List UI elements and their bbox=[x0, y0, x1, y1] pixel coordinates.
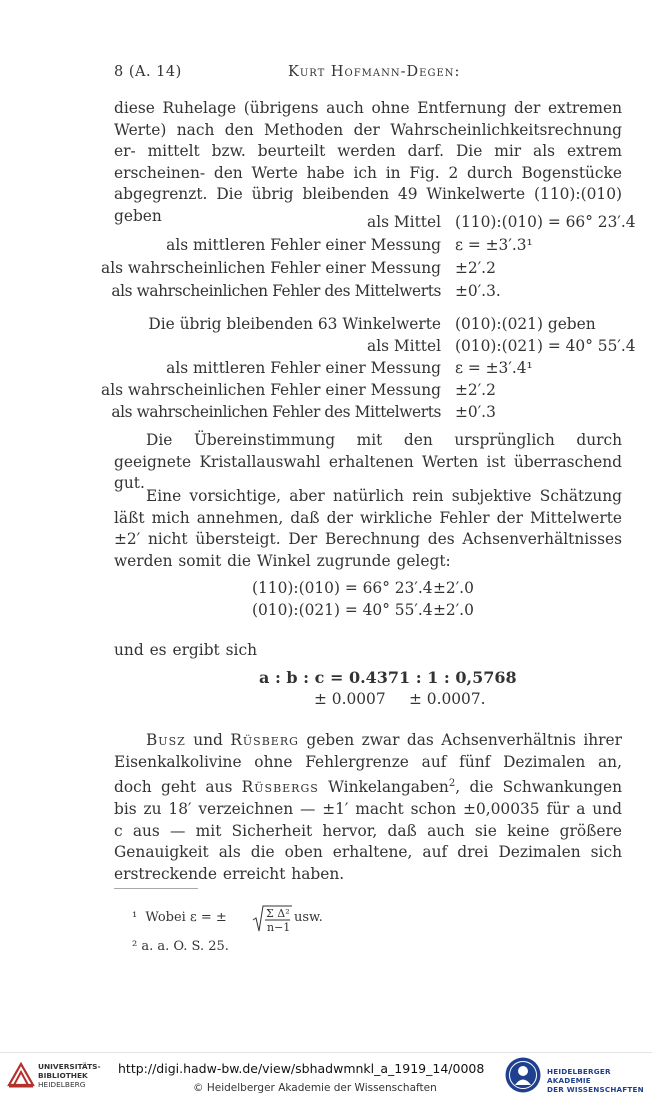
footnote-marker: ¹ bbox=[132, 910, 138, 925]
running-header bbox=[114, 64, 532, 84]
text-run: , die Schwankungen bis zu 18′ verzeichnen — ±1′ macht schon ±0,00035 für a und c aus — mit Sicherheit hervor, daß auch sie keine größere Genauigkeit als die oben erhaltene, auf drei Dezimalen sich erstreckende erreicht haben. bbox=[114, 778, 623, 883]
running-title: Kurt Hofmann-Degen: bbox=[288, 64, 461, 80]
result-value: ±2′.2 bbox=[455, 259, 496, 277]
author-busz: Busz bbox=[146, 731, 186, 749]
result-label: als wahrscheinlichen Fehler des Mittelwerts bbox=[111, 282, 441, 300]
copyright: © Heidelberger Akademie der Wissenschaften bbox=[193, 1082, 437, 1094]
result-label: als wahrscheinlichen Fehler einer Messung bbox=[101, 381, 441, 399]
result-label: als mittleren Fehler einer Messung bbox=[166, 236, 441, 254]
axial-error-c: ± 0.0007. bbox=[409, 690, 486, 708]
author-rusberg: Rüsberg bbox=[230, 731, 299, 749]
angle-value: (010):(021) = 40° 55′.4 bbox=[252, 601, 433, 619]
result-value: ε = ±3′.3¹ bbox=[455, 236, 533, 254]
result-row bbox=[0, 259, 652, 281]
angle-error: ±2′.0 bbox=[433, 601, 474, 619]
academy-seal-icon bbox=[504, 1056, 542, 1094]
result-value: ±0′.3 bbox=[455, 403, 496, 421]
angle-row bbox=[0, 601, 652, 623]
fraction-numerator: Σ Δ² bbox=[266, 907, 290, 920]
angle-value: (110):(010) = 66° 23′.4 bbox=[252, 579, 433, 597]
result-label: als mittleren Fehler einer Messung bbox=[166, 359, 441, 377]
paragraph-intro: diese Ruhelage (übrigens auch ohne Entfernung der extremen Werte) nach den Methoden der Wahrscheinlichkeitsrechnung er- mittelt bzw. beurteilt werden darf. Die mir als extrem erscheinen- den Werte habe ich in Fig. 2 durch Bogenstücke abgegrenzt. Die übrig bleibenden 49 Winkelwerte (110):(010) geben bbox=[114, 99, 622, 225]
permalink[interactable]: http://digi.hadw-bw.de/view/sbhadwmnkl_a_1919_14/0008 bbox=[118, 1061, 485, 1076]
paragraph-busz-ruesberg bbox=[114, 730, 622, 885]
paragraph-result-intro: und es ergibt sich bbox=[114, 641, 257, 659]
sqrt-fraction bbox=[252, 904, 292, 934]
footnote-text: Wobei ε = ± bbox=[145, 910, 227, 925]
axial-ratio: a : b : c = 0.4371 : 1 : 0,5768 bbox=[259, 668, 517, 687]
result-row bbox=[0, 403, 652, 425]
author-rusbergs: Rüsbergs bbox=[241, 778, 319, 797]
text-run: und bbox=[185, 731, 231, 749]
academy-name bbox=[547, 1067, 652, 1094]
result-label: als Mittel bbox=[367, 213, 441, 231]
angle-row bbox=[0, 579, 652, 601]
library-name bbox=[38, 1062, 101, 1089]
footnote-2: ² a. a. O. S. 25. bbox=[132, 939, 229, 954]
result-row bbox=[0, 381, 652, 403]
result-row bbox=[0, 337, 652, 359]
page-number: 8 (A. 14) bbox=[114, 64, 182, 80]
result-label: als Mittel bbox=[367, 337, 441, 355]
result-label: als wahrscheinlichen Fehler des Mittelwerts bbox=[111, 403, 441, 421]
library-logo-icon bbox=[6, 1060, 36, 1090]
result-label: Die übrig bleibenden 63 Winkelwerte bbox=[148, 315, 441, 333]
result-value: ±0′.3. bbox=[455, 282, 501, 300]
text-run: geben zwar das Achsenverhältnis ihrer Eisenkalkolivine ohne Fehlergrenze auf fünf Dezimalen an, doch geht aus bbox=[114, 731, 622, 797]
result-value: ε = ±3′.4¹ bbox=[455, 359, 533, 377]
footnote-rule bbox=[114, 888, 198, 889]
result-value: (010):(021) geben bbox=[455, 315, 596, 333]
paragraph-estimate: Eine vorsichtige, aber natürlich rein subjektive Schätzung läßt mich annehmen, daß der wirkliche Fehler der Mittelwerte ±2′ nicht übersteigt. Der Berechnung des Achsenverhältnisses werden somit die Winkel zugrunde gelegt: bbox=[114, 487, 622, 570]
axial-error-a: ± 0.0007 bbox=[314, 690, 386, 708]
academy-name-line: DER WISSENSCHAFTEN bbox=[547, 1085, 644, 1094]
fraction-denominator: n−1 bbox=[267, 921, 291, 934]
footnote-1 bbox=[114, 910, 227, 925]
digitization-footer bbox=[0, 1052, 652, 1098]
library-name-line: HEIDELBERG bbox=[38, 1080, 86, 1089]
result-row bbox=[0, 236, 652, 258]
result-row bbox=[0, 359, 652, 381]
academy-name-line: HEIDELBERGER AKADEMIE bbox=[547, 1067, 611, 1085]
result-row bbox=[0, 282, 652, 304]
result-row bbox=[0, 315, 652, 337]
result-row bbox=[0, 213, 652, 235]
result-value: (110):(010) = 66° 23′.4 bbox=[455, 213, 636, 231]
paragraph-agreement: Die Übereinstimmung mit den ursprünglich durch geeignete Kristallauswahl erhaltenen Werten ist überraschend gut. bbox=[114, 431, 622, 493]
result-label: als wahrscheinlichen Fehler einer Messung bbox=[101, 259, 441, 277]
result-value: (010):(021) = 40° 55′.4 bbox=[455, 337, 636, 355]
library-name-line: BIBLIOTHEK bbox=[38, 1071, 88, 1080]
result-value: ±2′.2 bbox=[455, 381, 496, 399]
library-name-line: UNIVERSITÄTS- bbox=[38, 1062, 101, 1071]
footnote-suffix: usw. bbox=[294, 910, 323, 925]
footnote-ref: 2 bbox=[448, 778, 456, 790]
angle-error: ±2′.0 bbox=[433, 579, 474, 597]
text-run: Winkelangaben bbox=[318, 778, 449, 797]
